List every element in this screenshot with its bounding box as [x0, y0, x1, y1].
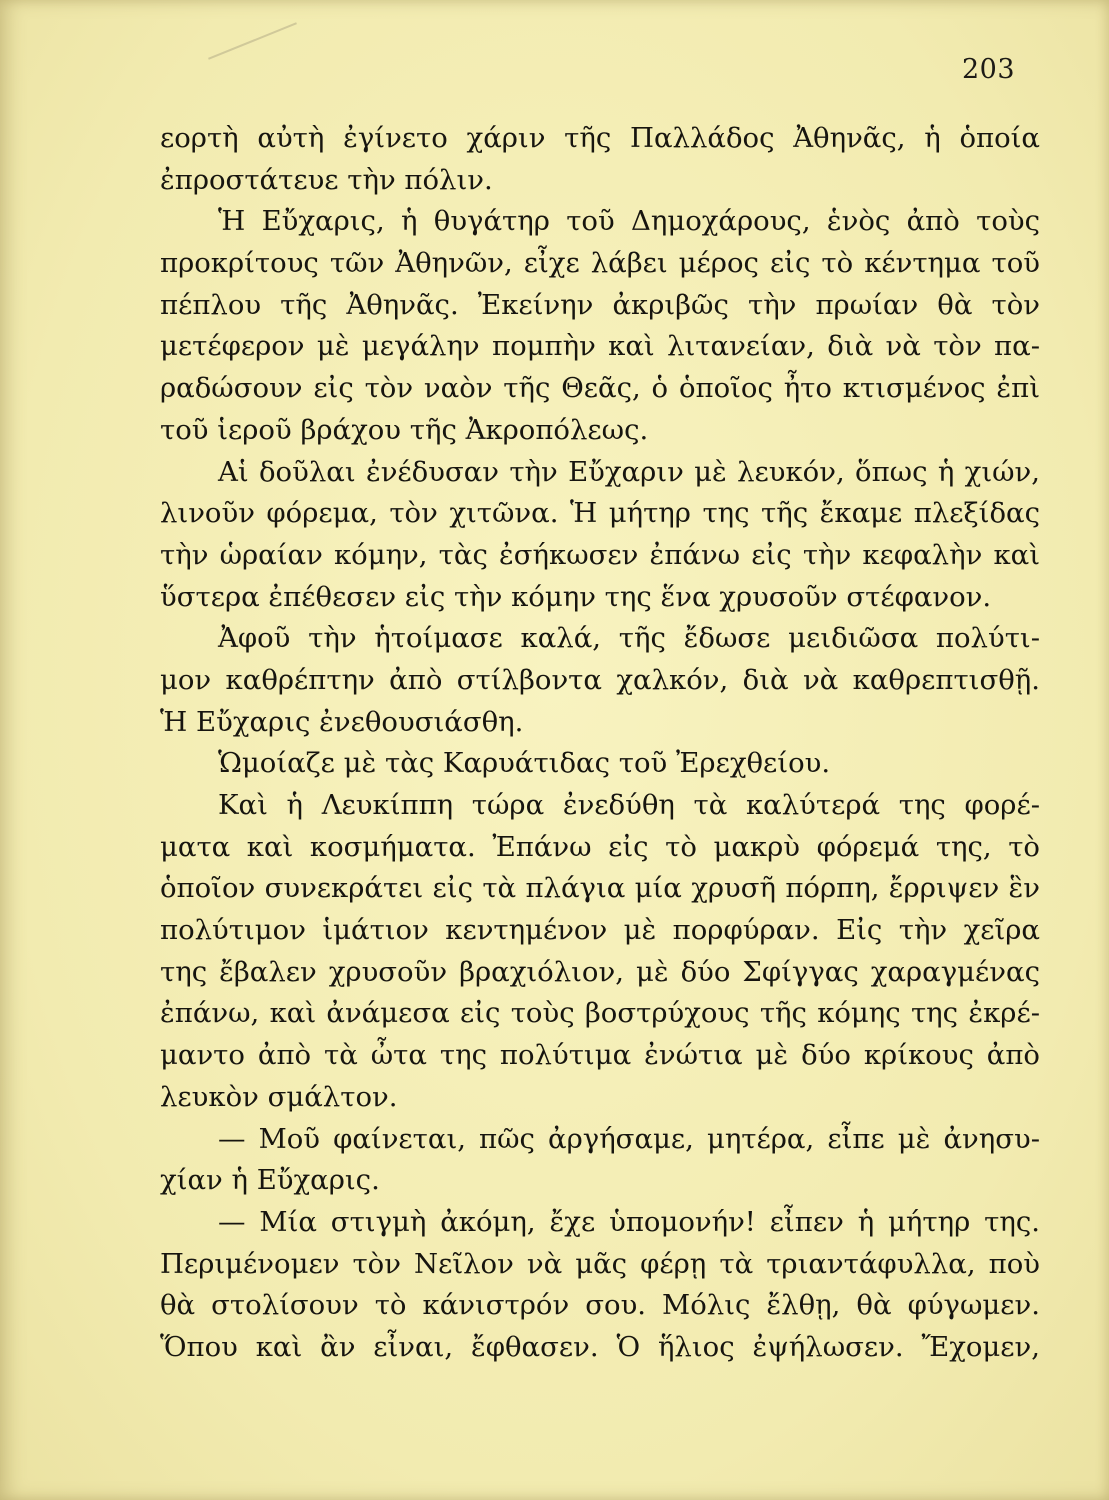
- body-text: [160, 118, 1040, 1369]
- text-line: ὕστερα ἐπέθεσεν εἰς τὴν κόμην της ἕνα χρυσοῦν στέφανον.: [160, 580, 992, 613]
- text-line: μον καθρέπτην ἀπὸ στίλβοντα χαλκόν, διὰ νὰ καθρεπτισθῇ.: [160, 663, 1040, 696]
- text-line: Ἀφοῦ τὴν ἡτοίμασε καλά, τῆς ἔδωσε μειδιῶσα πολύτι-: [218, 622, 1040, 655]
- text-line: Αἱ δοῦλαι ἐνέδυσαν τὴν Εὔχαριν μὲ λευκόν, ὅπως ἡ χιών,: [218, 455, 1040, 488]
- text-line: Ἡ Εὔχαρις, ἡ θυγάτηρ τοῦ Δημοχάρους, ἑνὸς ἀπὸ τοὺς: [218, 205, 1040, 238]
- text-line: μαντο ἀπὸ τὰ ὦτα της πολύτιμα ἐνώτια μὲ δύο κρίκους ἀπὸ: [160, 1039, 1040, 1072]
- text-line: ματα καὶ κοσμήματα. Ἐπάνω εἰς τὸ μακρὺ φόρεμά της, τὸ: [160, 830, 1040, 863]
- text-line: πολύτιμον ἱμάτιον κεντημένον μὲ πορφύραν. Εἰς τὴν χεῖρα: [160, 914, 1040, 947]
- text-line: ἐπάνω, καὶ ἀνάμεσα εἰς τοὺς βοστρύχους τῆς κόμης της ἐκρέ-: [160, 997, 1040, 1030]
- text-line: — Μία στιγμὴ ἀκόμη, ἔχε ὑπομονήν! εἶπεν ἡ μήτηρ της.: [218, 1205, 1040, 1238]
- text-line: τοῦ ἱεροῦ βράχου τῆς Ἀκροπόλεως.: [160, 413, 649, 446]
- text-line: Ὅπου καὶ ἂν εἶναι, ἔφθασεν. Ὁ ἥλιος ἐψήλωσεν. Ἔχομεν,: [160, 1330, 1040, 1363]
- text-line: ἐπροστάτευε τὴν πόλιν.: [160, 163, 493, 196]
- text-line: Ὡμοίαζε μὲ τὰς Καρυάτιδας τοῦ Ἐρεχθείου.: [218, 747, 831, 780]
- text-line: εορτὴ αὐτὴ ἐγίνετο χάριν τῆς Παλλάδος Ἀθηνᾶς, ἡ ὁποία: [160, 122, 1040, 154]
- text-line: Περιμένομεν τὸν Νεῖλον νὰ μᾶς φέρῃ τὰ τριαντάφυλλα, ποὺ: [160, 1247, 1040, 1280]
- page-number: 203: [962, 54, 1016, 85]
- text-line: Ἡ Εὔχαρις ἐνεθουσιάσθη.: [160, 705, 524, 738]
- text-line: θὰ στολίσουν τὸ κάνιστρόν σου. Μόλις ἔλθῃ, θὰ φύγωμεν.: [160, 1289, 1040, 1322]
- text-line: λινοῦν φόρεμα, τὸν χιτῶνα. Ἡ μήτηρ της τῆς ἔκαμε πλεξίδας: [160, 497, 1040, 530]
- text-line: λευκὸν σμάλτον.: [160, 1080, 398, 1113]
- text-line: ὁποῖον συνεκράτει εἰς τὰ πλάγια μία χρυσῆ πόρπη, ἔρριψεν ἓν: [160, 872, 1040, 905]
- text-line: τὴν ὡραίαν κόμην, τὰς ἐσήκωσεν ἐπάνω εἰς τὴν κεφαλὴν καὶ: [160, 538, 1040, 571]
- text-line: πέπλου τῆς Ἀθηνᾶς. Ἐκείνην ἀκριβῶς τὴν πρωίαν θὰ τὸν: [160, 288, 1040, 321]
- text-line: — Μοῦ φαίνεται, πῶς ἀργήσαμε, μητέρα, εἶπε μὲ ἀνησυ-: [218, 1122, 1040, 1155]
- pencil-mark: [208, 22, 297, 59]
- text-line: της ἔβαλεν χρυσοῦν βραχιόλιον, μὲ δύο Σφίγγας χαραγμένας: [160, 955, 1040, 988]
- text-line: χίαν ἡ Εὔχαρις.: [160, 1164, 380, 1197]
- text-line: μετέφερον μὲ μεγάλην πομπὴν καὶ λιτανείαν, διὰ νὰ τὸν πα-: [160, 330, 1040, 363]
- text-line: Καὶ ἡ Λευκίππη τώρα ἐνεδύθη τὰ καλύτερά της φορέ-: [218, 789, 1040, 821]
- text-line: προκρίτους τῶν Ἀθηνῶν, εἶχε λάβει μέρος εἰς τὸ κέντημα τοῦ: [160, 247, 1040, 280]
- text-line: ραδώσουν εἰς τὸν ναὸν τῆς Θεᾶς, ὁ ὁποῖος ἦτο κτισμένος ἐπὶ: [160, 372, 1040, 405]
